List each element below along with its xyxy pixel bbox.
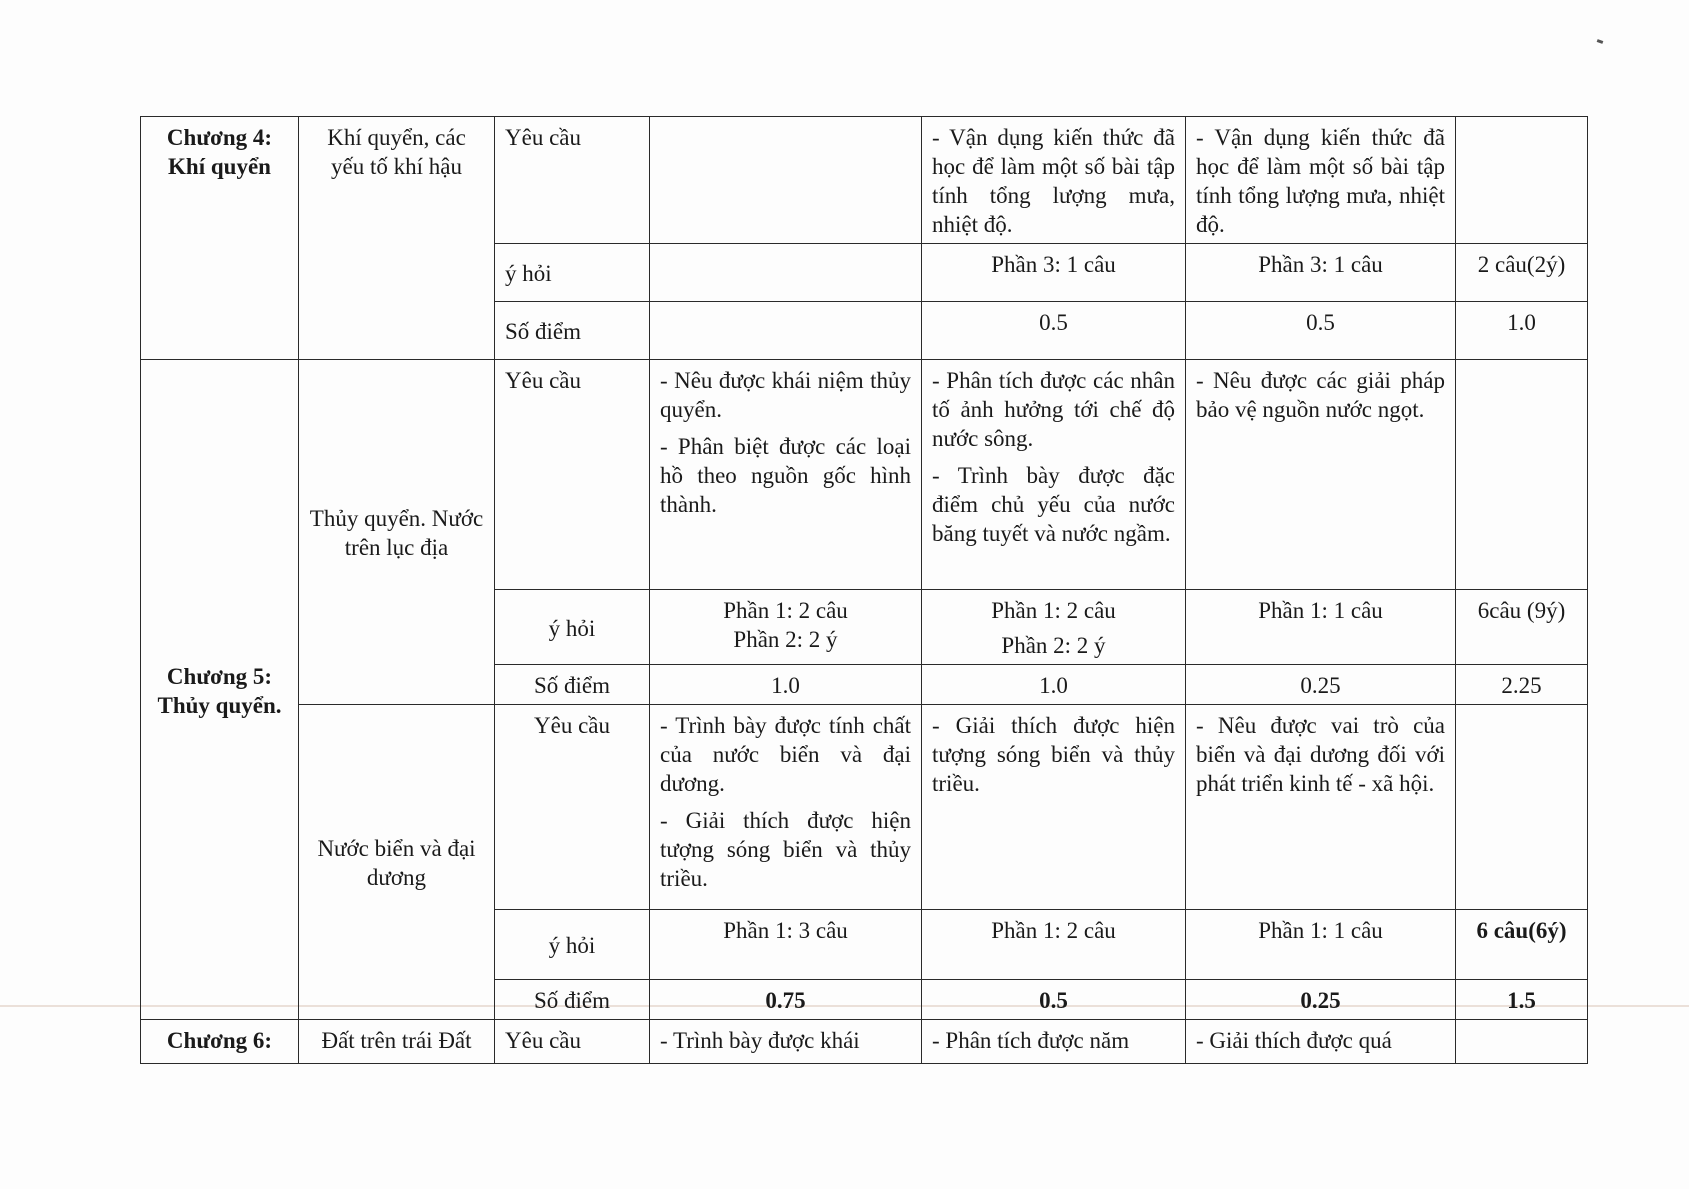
- ch5b-question-level1: Phần 1: 3 câu: [650, 910, 922, 980]
- ch5b-topic-cell: Nước biển và đại dương: [299, 705, 495, 1020]
- ch5a-points-level3: 0.25: [1186, 665, 1456, 705]
- ch6-requirement-level3: - Giải thích được quá: [1186, 1020, 1456, 1064]
- ch6-requirement-level1: - Trình bày được khái: [650, 1020, 922, 1064]
- ch5b-question-level3: Phần 1: 1 câu: [1186, 910, 1456, 980]
- ch4-question-level2: Phần 3: 1 câu: [922, 244, 1186, 302]
- ch5b-points-total: 1.5: [1456, 980, 1588, 1020]
- ch4-requirement-level3: [1186, 117, 1456, 244]
- ch4-requirement-row: [141, 117, 1588, 244]
- requirement-item: - Nêu được các giải pháp bảo vệ nguồn nước ngọt.: [1196, 368, 1445, 422]
- assessment-matrix-table: [140, 116, 1588, 1064]
- ch5b-requirement-label: Yêu cầu: [495, 705, 650, 910]
- ch5a-requirement-level2: [922, 360, 1186, 590]
- ch5a-requirement-label: Yêu cầu: [495, 360, 650, 590]
- ch5b-requirement-level3: [1186, 705, 1456, 910]
- ch5b-question-total: 6 câu(6ý): [1456, 910, 1588, 980]
- ch5b-question-label: ý hỏi: [495, 910, 650, 980]
- ch5a-requirement-row: [141, 360, 1588, 590]
- requirement-item: - Nêu được khái niệm thủy quyển.: [660, 368, 911, 422]
- requirement-item: - Trình bày được đặc điểm chủ yếu của nước băng tuyết và nước ngầm.: [932, 463, 1175, 546]
- ch4-requirement-label: Yêu cầu: [495, 117, 650, 244]
- ch4-question-total: 2 câu(2ý): [1456, 244, 1588, 302]
- requirement-item: - Trình bày được tính chất của nước biển và đại dương.: [660, 713, 911, 796]
- question-line: Phần 1: 2 câu: [723, 598, 848, 623]
- question-line: Phần 2: 2 ý: [733, 627, 838, 652]
- ch5-chapter-cell: Chương 5: Thủy quyển.: [141, 360, 299, 1020]
- ch4-topic-cell: Khí quyển, các yếu tố khí hậu: [299, 117, 495, 360]
- ch4-question-level3: Phần 3: 1 câu: [1186, 244, 1456, 302]
- question-line: Phần 2: 2 ý: [1001, 633, 1106, 658]
- ch4-requirement-level2: [922, 117, 1186, 244]
- requirement-item: - Phân tích được các nhân tố ảnh hưởng tới chế độ nước sông.: [932, 368, 1175, 451]
- ch4-question-level1: [650, 244, 922, 302]
- ch5b-points-level2: 0.5: [922, 980, 1186, 1020]
- ch4-requirement-level1: [650, 117, 922, 244]
- requirement-item: - Giải thích được hiện tượng sóng biển và thủy triều.: [660, 808, 911, 891]
- requirement-item: - Nêu được vai trò của biển và đại dương đối với phát triển kinh tế - xã hội.: [1196, 713, 1445, 796]
- ch5a-question-level3: Phần 1: 1 câu: [1186, 590, 1456, 665]
- ch5a-topic-cell: Thủy quyển. Nước trên lục địa: [299, 360, 495, 705]
- ch5b-requirement-level1: [650, 705, 922, 910]
- ch5a-requirement-level3: [1186, 360, 1456, 590]
- ch6-requirement-row: [141, 1020, 1588, 1064]
- ch4-points-level1: [650, 302, 922, 360]
- ch5a-points-label: Số điểm: [495, 665, 650, 705]
- ch6-requirement-label: Yêu cầu: [495, 1020, 650, 1064]
- ch4-points-level3: 0.5: [1186, 302, 1456, 360]
- requirement-item: - Giải thích được hiện tượng sóng biển và thủy triều.: [932, 713, 1175, 796]
- ch6-chapter-cell: Chương 6:: [141, 1020, 299, 1064]
- ch4-question-label: ý hỏi: [495, 244, 650, 302]
- ch6-requirement-total: [1456, 1020, 1588, 1064]
- ch5b-requirement-total: [1456, 705, 1588, 910]
- ch4-requirement-total: [1456, 117, 1588, 244]
- ch5a-question-total: 6câu (9ý): [1456, 590, 1588, 665]
- question-line: Phần 1: 2 câu: [991, 598, 1116, 623]
- ch5b-points-level3: 0.25: [1186, 980, 1456, 1020]
- ch5b-requirement-row: [141, 705, 1588, 910]
- ch4-points-level2: 0.5: [922, 302, 1186, 360]
- ch4-points-total: 1.0: [1456, 302, 1588, 360]
- ch5a-requirement-level1: [650, 360, 922, 590]
- ch5b-question-level2: Phần 1: 2 câu: [922, 910, 1186, 980]
- ch5b-points-level1: 0.75: [650, 980, 922, 1020]
- ch5b-points-label: Số điểm: [495, 980, 650, 1020]
- ch5a-question-label: ý hỏi: [495, 590, 650, 665]
- ch4-chapter-cell: Chương 4: Khí quyển: [141, 117, 299, 360]
- ch6-requirement-level2: - Phân tích được năm: [922, 1020, 1186, 1064]
- ch4-points-label: Số điểm: [495, 302, 650, 360]
- requirement-item: - Vận dụng kiến thức đã học để làm một số bài tập tính tổng lượng mưa, nhiệt độ.: [1196, 125, 1445, 237]
- requirement-item: - Phân biệt được các loại hồ theo nguồn gốc hình thành.: [660, 434, 911, 517]
- ch5a-question-level2: [922, 590, 1186, 665]
- ch6-topic-cell: Đất trên trái Đất: [299, 1020, 495, 1064]
- ch5a-points-total: 2.25: [1456, 665, 1588, 705]
- ch5a-requirement-total: [1456, 360, 1588, 590]
- ch5a-question-level1: [650, 590, 922, 665]
- ch5b-requirement-level2: [922, 705, 1186, 910]
- requirement-item: - Vận dụng kiến thức đã học để làm một số bài tập tính tổng lượng mưa, nhiệt độ.: [932, 125, 1175, 237]
- ch5a-points-level1: 1.0: [650, 665, 922, 705]
- ch5a-points-level2: 1.0: [922, 665, 1186, 705]
